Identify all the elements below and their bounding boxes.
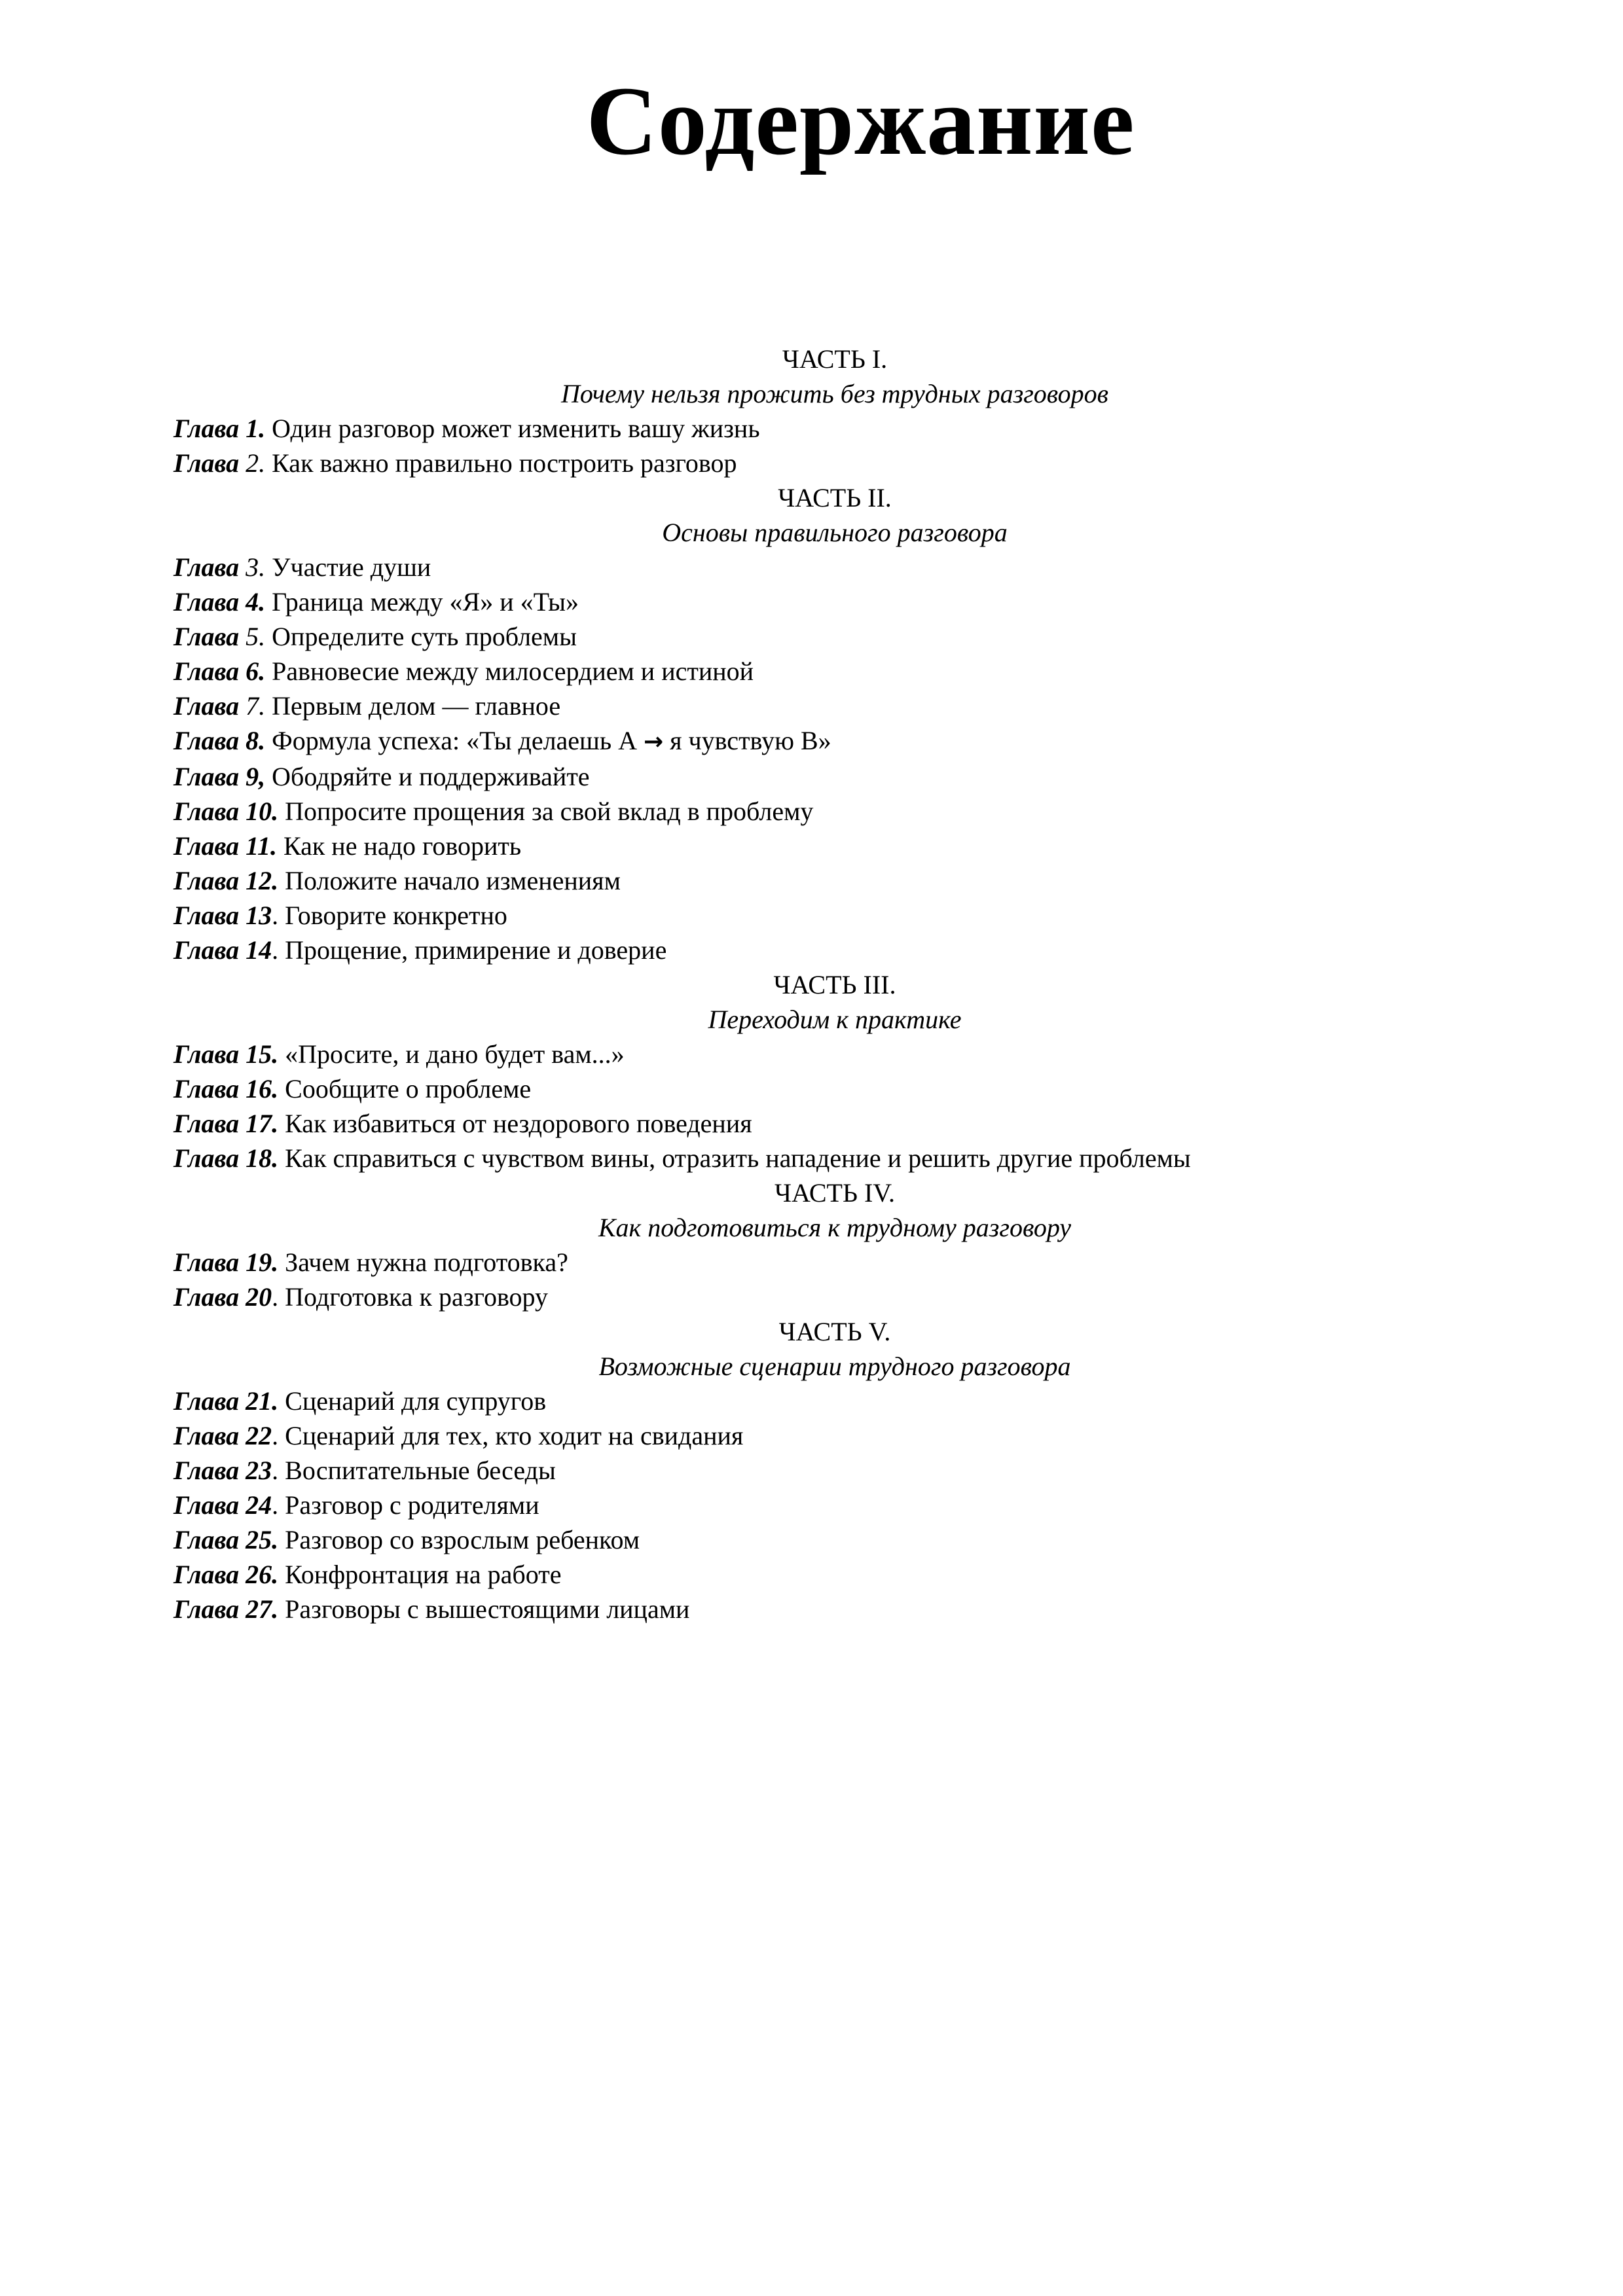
chapter-label: Глава	[173, 1039, 240, 1069]
chapter-number: 16.	[246, 1074, 279, 1103]
chapter-title: Равновесие между милосердием и истиной	[265, 656, 754, 686]
chapter-number: 22	[246, 1421, 272, 1450]
toc-chapter-entry	[173, 1071, 1548, 1106]
chapter-number: 19.	[246, 1247, 279, 1277]
chapter-label: Глава	[173, 1490, 240, 1520]
chapter-number: 24	[246, 1490, 272, 1520]
toc-chapter-entry	[173, 1141, 1548, 1175]
part-heading	[173, 480, 1548, 550]
chapter-title: Формула успеха: «Ты делаешь А	[265, 726, 644, 755]
chapter-number: 13	[246, 901, 272, 930]
chapter-number: 6.	[246, 656, 266, 686]
chapter-number: 9,	[246, 762, 266, 791]
toc-chapter-entry	[173, 1557, 1548, 1592]
chapter-label: Глава	[173, 1560, 240, 1589]
part-subtitle: Переходим к практике	[708, 1005, 962, 1034]
chapter-title: Сценарий для супругов	[278, 1386, 547, 1416]
chapter-label: Глава	[173, 1109, 240, 1138]
part-subtitle: Возможные сценарии трудного разговора	[598, 1352, 1071, 1381]
chapter-title: Первым делом — главное	[265, 691, 561, 721]
chapter-label: Глава	[173, 762, 240, 791]
chapter-number: 5.	[246, 622, 266, 651]
chapter-label: Глава	[173, 1282, 240, 1312]
chapter-label: Глава	[173, 935, 240, 965]
table-of-contents	[173, 342, 1548, 1626]
part-number: ЧАСТЬ V.	[778, 1317, 891, 1346]
chapter-label: Глава	[173, 1247, 240, 1277]
toc-chapter-entry	[173, 863, 1548, 898]
chapter-title: Зачем нужна подготовка?	[278, 1247, 568, 1277]
chapter-number: 4.	[246, 587, 266, 617]
chapter-label: Глава	[173, 691, 240, 721]
toc-chapter-entry	[173, 1453, 1548, 1488]
toc-chapter-entry	[173, 550, 1548, 584]
chapter-label: Глава	[173, 901, 240, 930]
chapter-number: 25.	[246, 1525, 279, 1554]
part-subtitle: Как подготовиться к трудному разговору	[598, 1213, 1072, 1242]
chapter-title: Участие души	[265, 552, 431, 582]
toc-chapter-entry	[173, 1418, 1548, 1453]
page-title: Содержание	[586, 67, 1135, 175]
toc-chapter-entry	[173, 1488, 1548, 1522]
chapter-title: . Подготовка к разговору	[272, 1282, 549, 1312]
toc-chapter-entry	[173, 1592, 1548, 1626]
chapter-title: Один разговор может изменить вашу жизнь	[265, 414, 760, 443]
part-subtitle: Основы правильного разговора	[662, 518, 1008, 547]
chapter-title: . Разговор с родителями	[272, 1490, 539, 1520]
chapter-number: 7.	[246, 691, 266, 721]
toc-chapter-entry	[173, 1522, 1548, 1557]
toc-chapter-entry	[173, 584, 1548, 619]
chapter-number: 2.	[246, 448, 266, 478]
toc-chapter-entry	[173, 933, 1548, 967]
chapter-title: Разговор со взрослым ребенком	[278, 1525, 640, 1554]
toc-chapter-entry	[173, 1384, 1548, 1418]
chapter-label: Глава	[173, 587, 240, 617]
chapter-label: Глава	[173, 448, 240, 478]
chapter-title: Граница между «Я» и «Ты»	[265, 587, 579, 617]
toc-chapter-entry	[173, 1245, 1548, 1280]
chapter-title: . Прощение, примирение и доверие	[272, 935, 667, 965]
arrow-right-icon: →	[643, 728, 664, 755]
chapter-label: Глава	[173, 552, 240, 582]
part-number: ЧАСТЬ IV.	[774, 1178, 896, 1208]
toc-chapter-entry	[173, 1106, 1548, 1141]
toc-chapter-entry	[173, 723, 1548, 759]
chapter-title: Разговоры с вышестоящими лицами	[278, 1594, 690, 1624]
chapter-title-continued: я чувствую В»	[663, 726, 831, 755]
chapter-title: Как не надо говорить	[276, 831, 522, 861]
chapter-number: 10.	[246, 797, 279, 826]
toc-chapter-entry	[173, 1037, 1548, 1071]
chapter-title: Определите суть проблемы	[265, 622, 577, 651]
toc-chapter-entry	[173, 794, 1548, 829]
chapter-number: 3.	[246, 552, 266, 582]
toc-chapter-entry	[173, 1280, 1548, 1314]
chapter-number: 23	[246, 1456, 272, 1485]
chapter-title: Сообщите о проблеме	[278, 1074, 532, 1103]
part-number: ЧАСТЬ III.	[773, 970, 896, 999]
chapter-title: Конфронтация на работе	[278, 1560, 562, 1589]
part-heading	[173, 1314, 1548, 1384]
chapter-label: Глава	[173, 866, 240, 895]
chapter-label: Глава	[173, 622, 240, 651]
chapter-title: «Просите, и дано будет вам...»	[278, 1039, 625, 1069]
chapter-title: Как справиться с чувством вины, отразить нападение и решить другие проблемы	[278, 1143, 1191, 1173]
part-heading	[173, 342, 1548, 411]
chapter-label: Глава	[173, 1074, 240, 1103]
chapter-label: Глава	[173, 1525, 240, 1554]
toc-chapter-entry	[173, 829, 1548, 863]
chapter-number: 17.	[246, 1109, 279, 1138]
toc-chapter-entry	[173, 411, 1548, 446]
toc-chapter-entry	[173, 898, 1548, 933]
chapter-title: . Воспитательные беседы	[272, 1456, 556, 1485]
chapter-title: Ободряйте и поддерживайте	[265, 762, 590, 791]
chapter-label: Глава	[173, 726, 240, 755]
chapter-label: Глава	[173, 414, 240, 443]
chapter-title: Как избавиться от нездорового поведения	[278, 1109, 752, 1138]
chapter-number: 12.	[246, 866, 279, 895]
toc-chapter-entry	[173, 689, 1548, 723]
chapter-number: 1.	[246, 414, 266, 443]
chapter-title: Как важно правильно построить разговор	[265, 448, 737, 478]
chapter-number: 14	[246, 935, 272, 965]
chapter-label: Глава	[173, 797, 240, 826]
chapter-label: Глава	[173, 1456, 240, 1485]
chapter-label: Глава	[173, 1421, 240, 1450]
toc-chapter-entry	[173, 446, 1548, 480]
chapter-label: Глава	[173, 1594, 240, 1624]
toc-chapter-entry	[173, 759, 1548, 794]
chapter-title: Попросите прощения за свой вклад в проблему	[278, 797, 814, 826]
chapter-label: Глава	[173, 831, 240, 861]
chapter-title: . Сценарий для тех, кто ходит на свидания	[272, 1421, 744, 1450]
toc-chapter-entry	[173, 654, 1548, 689]
chapter-title: . Говорите конкретно	[272, 901, 507, 930]
part-number: ЧАСТЬ II.	[778, 483, 892, 512]
part-heading	[173, 967, 1548, 1037]
chapter-label: Глава	[173, 1143, 240, 1173]
chapter-number: 18.	[246, 1143, 279, 1173]
chapter-label: Глава	[173, 1386, 240, 1416]
part-heading	[173, 1175, 1548, 1245]
chapter-number: 20	[246, 1282, 272, 1312]
chapter-number: 21.	[246, 1386, 279, 1416]
chapter-number: 11.	[246, 831, 277, 861]
part-subtitle: Почему нельзя прожить без трудных разговоров	[561, 379, 1108, 408]
toc-chapter-entry	[173, 619, 1548, 654]
chapter-number: 15.	[246, 1039, 279, 1069]
chapter-number: 27.	[246, 1594, 279, 1624]
chapter-label: Глава	[173, 656, 240, 686]
chapter-number: 8.	[246, 726, 266, 755]
part-number: ЧАСТЬ I.	[782, 344, 888, 374]
chapter-number: 26.	[246, 1560, 279, 1589]
chapter-title: Положите начало изменениям	[278, 866, 621, 895]
